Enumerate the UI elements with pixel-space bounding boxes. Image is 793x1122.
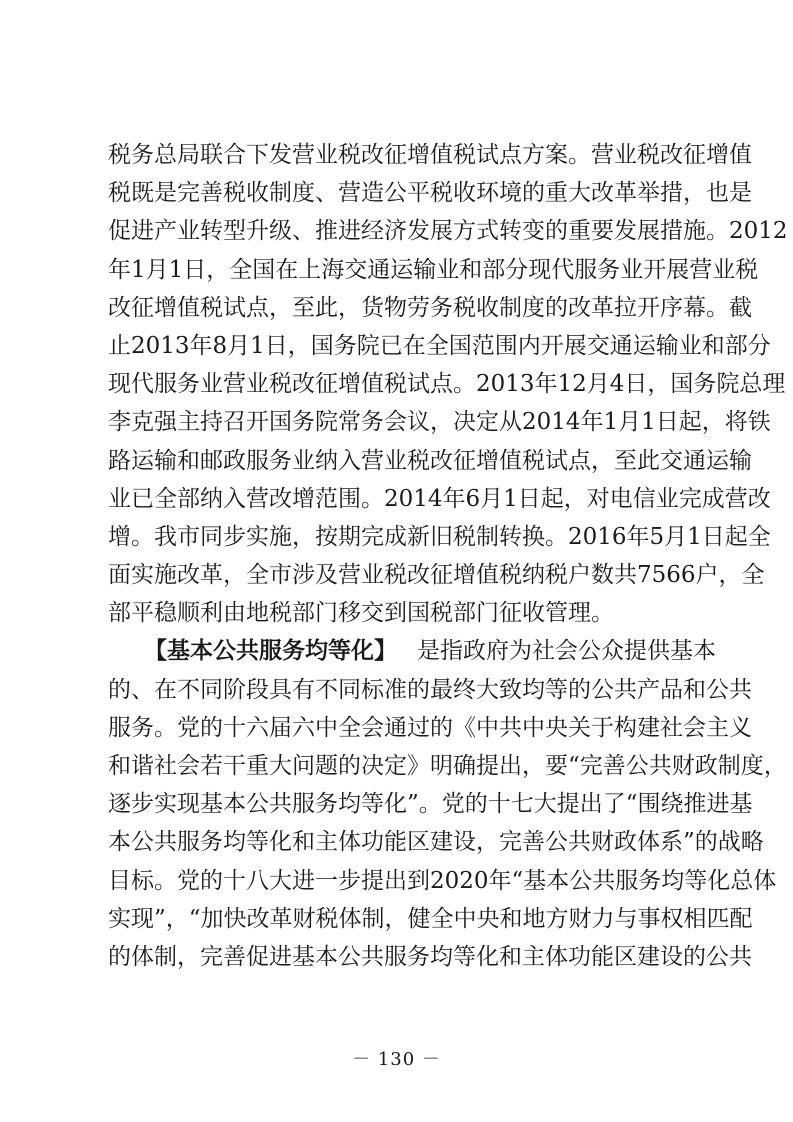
term-line: [108, 632, 716, 670]
text-line: 税既是完善税收制度、营造公平税收环境的重大改革举措，也是: [108, 180, 752, 207]
text-line: 业已全部纳入营改增范围。2014年6月1日起，对电信业完成营改: [108, 485, 771, 512]
text-line: 现代服务业营业税改征增值税试点。2013年12月4日，国务院总理: [108, 371, 786, 398]
text-line: 面实施改革，全市涉及营业税改征增值税纳税户数共7566户，全: [108, 562, 765, 589]
text-line: 目标。党的十八大进一步提出到2020年“基本公共服务均等化总体: [108, 867, 777, 894]
text-line: 李克强主持召开国务院常务会议，决定从2014年1月1日起，将铁: [108, 409, 771, 436]
term-heading: 【基本公共服务均等化】: [144, 638, 397, 665]
text-line: 改征增值税试点，至此，货物劳务税收制度的改革拉开序幕。截: [108, 294, 752, 321]
page-number: － 130 －: [352, 1049, 441, 1070]
text-line: 的体制，完善促进基本公共服务均等化和主体功能区建设的公共: [108, 943, 752, 970]
text-line: 逐步实现基本公共服务均等化”。党的十七大提出了“围绕推进基: [108, 791, 753, 818]
text-line: 增。我市同步实施，按期完成新旧税制转换。2016年5月1日起全: [108, 523, 771, 550]
text-line: 服务。党的十六届六中全会通过的《中共中央关于构建社会主义: [108, 714, 752, 741]
text-line: 税务总局联合下发营业税改征增值税试点方案。营业税改征增值: [108, 142, 752, 168]
text-line: 实现”，“加快改革财税体制，健全中央和地方财力与事权相匹配: [108, 905, 753, 932]
term-definition-start: 是指政府为社会公众提供基本: [417, 638, 716, 665]
text-line: 和谐社会若干重大问题的决定》明确提出，要“完善公共财政制度，: [108, 753, 787, 779]
text-line: 路运输和邮政服务业纳入营业税改征增值税试点，至此交通运输: [108, 447, 752, 474]
text-line: 止2013年8月1日，国务院已在全国范围内开展交通运输业和部分: [108, 332, 771, 359]
text-line: 本公共服务均等化和主体功能区建设，完善公共财政体系”的战略: [108, 829, 764, 856]
text-line: 促进产业转型升级、推进经济发展方式转变的重要发展措施。2012: [108, 218, 788, 245]
text-line: 部平稳顺利由地税部门移交到国税部门征收管理。: [108, 600, 614, 627]
text-line: 的、在不同阶段具有不同标准的最终大致均等的公共产品和公共: [108, 676, 752, 703]
document-body: [108, 136, 788, 976]
text-line: 年1月1日，全国在上海交通运输业和部分现代服务业开展营业税: [108, 256, 759, 283]
